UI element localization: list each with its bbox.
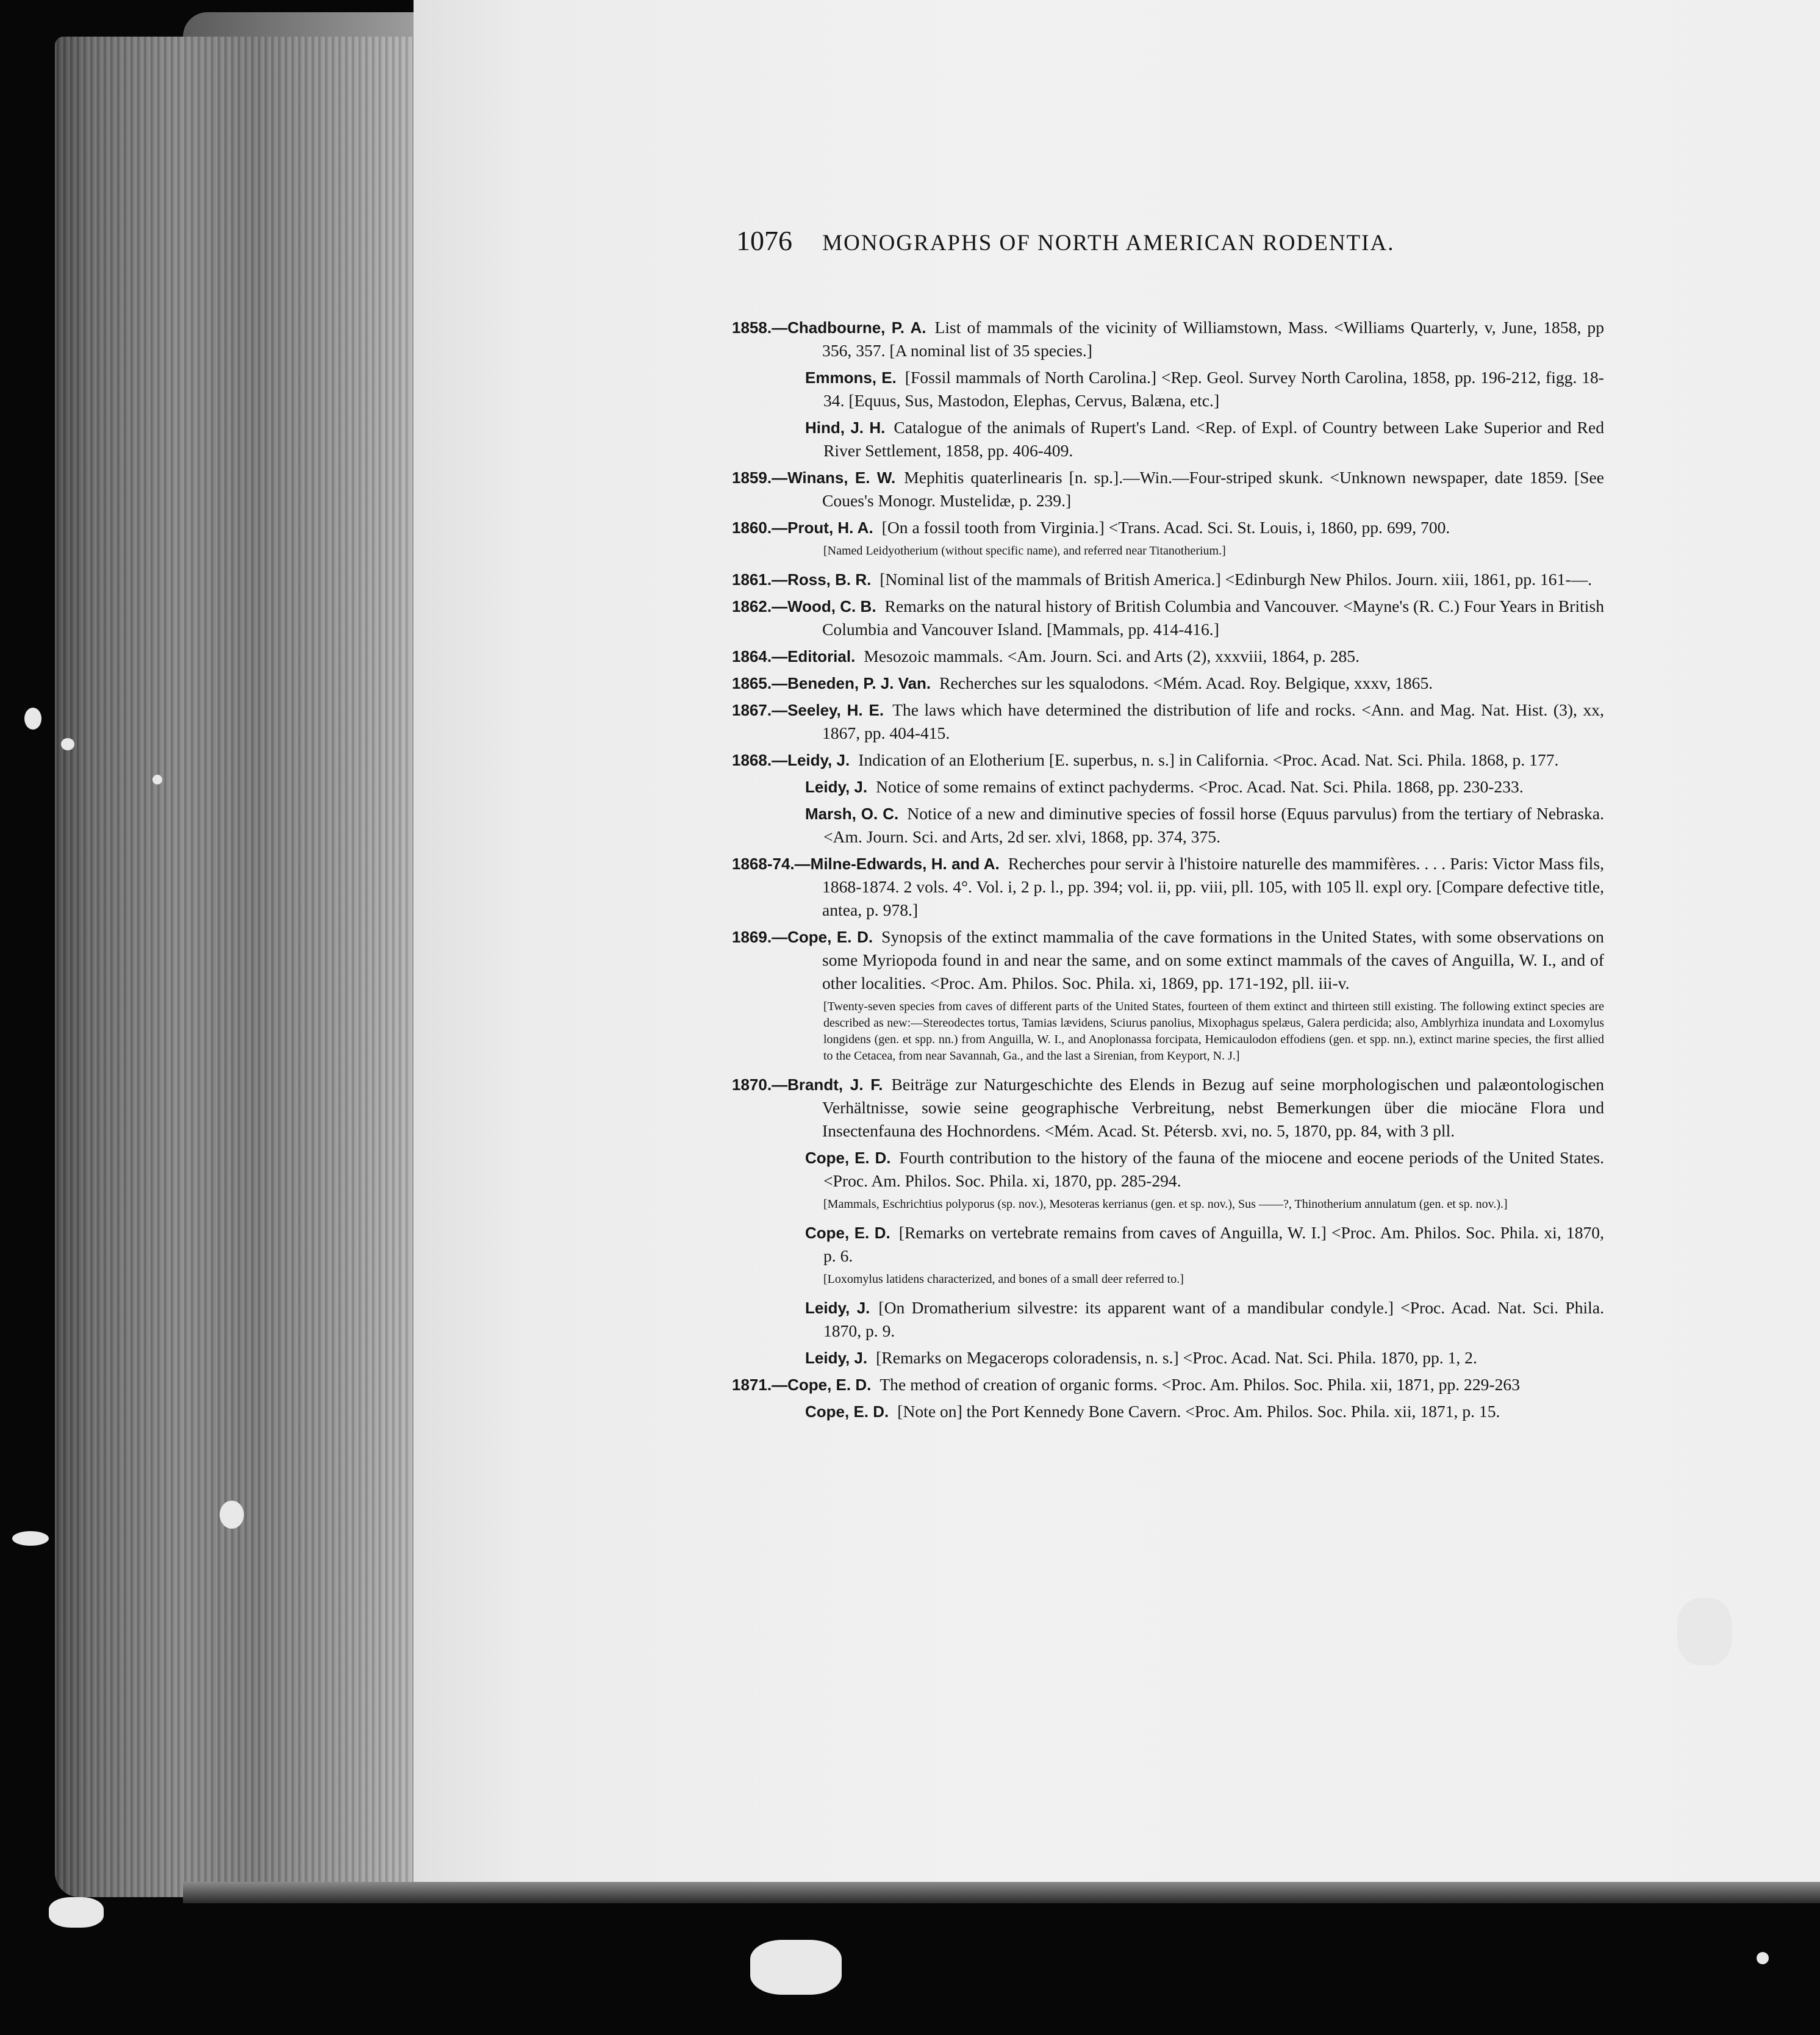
entry-citation: Mephitis quaterlinearis [n. sp.].—Win.—Four-striped skunk. <Unknown newspaper, date 1859. [See Coues's Monogr. Mustelidæ, p. 239.] <box>822 468 1604 510</box>
entry-citation: Beiträge zur Naturgeschichte des Elends in Bezug auf seine morphologischen und palæontologischen Verhältnisse, sowie seine geographische Verbreitung, nebst Bemerkungen über die miocäne Flora und Insectenfauna des Hochnordens. <Mém. Acad. St. Pétersb. xvi, no. 5, 1870, pp. 84, with 3 pll. <box>822 1075 1604 1140</box>
dust-speck <box>1677 1598 1732 1665</box>
entry-year: 1858.— <box>732 318 788 337</box>
dust-speck <box>220 1501 244 1529</box>
entry-author: Cope, E. D. <box>805 1149 891 1167</box>
bibliography-entry <box>732 316 1604 362</box>
entry-author: Leidy, J. <box>787 751 850 769</box>
entry-year: 1864.— <box>732 647 788 666</box>
bibliography-entry <box>732 802 1604 849</box>
bibliography-entry <box>732 1296 1604 1343</box>
bibliography-entry <box>732 568 1604 591</box>
entry-citation: Notice of some remains of extinct pachyderms. <Proc. Acad. Nat. Sci. Phila. 1868, pp. 230-233. <box>876 777 1524 796</box>
entry-year: 1870.— <box>732 1075 788 1094</box>
entry-citation: [Remarks on Megacerops coloradensis, n. s.] <Proc. Acad. Nat. Sci. Phila. 1870, pp. 1, 2. <box>876 1348 1477 1367</box>
entry-citation: The laws which have determined the distribution of life and rocks. <Ann. and Mag. Nat. Hist. (3), xx, 1867, pp. 404-415. <box>822 700 1604 742</box>
entry-author: Wood, C. B. <box>787 597 876 616</box>
entry-author: Hind, J. H. <box>805 418 886 437</box>
entry-author: Cope, E. D. <box>787 1376 872 1394</box>
bibliography-entry <box>732 416 1604 462</box>
entry-citation: [Nominal list of the mammals of British America.] <Edinburgh New Philos. Journ. xiii, 1861, pp. 161-—. <box>880 570 1592 589</box>
entry-year: 1859.— <box>732 468 788 487</box>
dust-speck <box>24 708 41 730</box>
entry-citation: The method of creation of organic forms. <Proc. Am. Philos. Soc. Phila. xii, 1871, pp. 229-263 <box>880 1375 1521 1394</box>
entry-note: [Loxomylus latidens characterized, and bones of a small deer referred to.] <box>823 1272 1184 1286</box>
bibliography-entry <box>732 748 1604 772</box>
entry-author: Emmons, E. <box>805 368 897 387</box>
entry-author: Chadbourne, P. A. <box>787 318 926 337</box>
book-bottom-edge <box>183 1882 1820 1903</box>
page-number: 1076 <box>736 225 792 256</box>
bibliography-entry <box>732 516 1604 539</box>
dust-speck <box>152 775 162 784</box>
entry-author: Winans, E. W. <box>787 468 896 487</box>
entry-citation: Indication of an Elotherium [E. superbus, n. s.] in California. <Proc. Acad. Nat. Sci. Phila. 1868, p. 177. <box>858 750 1559 769</box>
entry-year: 1867.— <box>732 701 788 719</box>
entry-author: Marsh, O. C. <box>805 805 899 823</box>
bibliography-entry <box>732 1221 1604 1268</box>
entry-year: 1871.— <box>732 1376 788 1394</box>
entry-year: 1865.— <box>732 674 788 692</box>
entry-citation: Remarks on the natural history of British Columbia and Vancouver. <Mayne's (R. C.) Four Years in British Columbia and Vancouver Island. [Mammals, pp. 414-416.] <box>822 597 1604 639</box>
entry-citation: Recherches pour servir à l'histoire naturelle des mammifères. . . . Paris: Victor Mass fils, 1868-1874. 2 vols. 4°. Vol. i, 2 p. l., pp. 394; vol. ii, pp. viii, pll. 105, with 105 ll. expl ory. [Compare defective title, antea, p. 978.] <box>822 854 1604 919</box>
entry-author: Leidy, J. <box>805 1349 868 1367</box>
bibliography-entry <box>732 852 1604 922</box>
page-header <box>736 224 1394 257</box>
entry-year: 1860.— <box>732 519 788 537</box>
entry-citation: [On a fossil tooth from Virginia.] <Trans. Acad. Sci. St. Louis, i, 1860, pp. 699, 700. <box>881 518 1450 537</box>
entry-citation: Notice of a new and diminutive species of fossil horse (Equus parvulus) from the tertiary of Nebraska. <Am. Journ. Sci. and Arts, 2d ser. xlvi, 1868, pp. 374, 375. <box>823 804 1604 846</box>
dust-speck <box>1757 1952 1769 1964</box>
entry-citation: Fourth contribution to the history of the fauna of the miocene and eocene periods of the United States. <Proc. Am. Philos. Soc. Phila. xi, 1870, pp. 285-294. <box>823 1148 1604 1190</box>
entry-author: Cope, E. D. <box>805 1224 890 1242</box>
entry-year: 1868.— <box>732 751 788 769</box>
bibliography-entry <box>732 672 1604 695</box>
entry-author: Brandt, J. F. <box>787 1075 883 1094</box>
bibliography-entry <box>732 595 1604 641</box>
bibliography-entry <box>732 1073 1604 1143</box>
dust-speck <box>750 1940 842 1995</box>
entry-citation: [Fossil mammals of North Carolina.] <Rep. Geol. Survey North Carolina, 1858, pp. 196-212, figg. 18-34. [Equus, Sus, Mastodon, Elephas, Cervus, Balæna, etc.] <box>823 368 1604 410</box>
entry-author: Leidy, J. <box>805 1299 870 1317</box>
dust-speck <box>12 1531 49 1546</box>
bibliography-list <box>732 316 1604 1427</box>
entry-year: 1861.— <box>732 570 788 589</box>
entry-year: 1869.— <box>732 928 788 946</box>
entry-citation: [Note on] the Port Kennedy Bone Cavern. <Proc. Am. Philos. Soc. Phila. xii, 1871, p. 15. <box>897 1402 1500 1421</box>
dust-speck <box>49 1897 104 1928</box>
bibliography-entry <box>732 466 1604 512</box>
entry-citation: Synopsis of the extinct mammalia of the cave formations in the United States, with some observations on some Myriopoda found in and near the same, and on some extinct mammals of the caves of Anguilla, W. I., and of other localities. <Proc. Am. Philos. Soc. Phila. xi, 1869, pp. 171-192, pll. iii-v. <box>822 927 1604 992</box>
entry-note: [Mammals, Eschrichtius polyporus (sp. nov.), Mesoteras kerrianus (gen. et sp. nov.), Sus ——?, Thinotherium annulatum (gen. et sp. nov.).] <box>823 1197 1508 1211</box>
bibliography-entry <box>732 775 1604 799</box>
entry-note: [Named Leidyotherium (without specific name), and referred near Titanotherium.] <box>823 544 1226 558</box>
bibliography-entry <box>732 1400 1604 1423</box>
entry-author: Beneden, P. J. Van. <box>787 674 931 692</box>
entry-author: Editorial. <box>787 647 856 666</box>
entry-author: Milne-Edwards, H. and A. <box>810 855 1000 873</box>
bibliography-entry <box>732 1373 1604 1396</box>
entry-citation: [Remarks on vertebrate remains from caves of Anguilla, W. I.] <Proc. Am. Philos. Soc. Phila. xi, 1870, p. 6. <box>823 1223 1604 1265</box>
entry-author: Leidy, J. <box>805 778 868 796</box>
entry-author: Cope, E. D. <box>787 928 873 946</box>
entry-note: [Twenty-seven species from caves of different parts of the United States, fourteen of them extinct and thirteen still existing. The following extinct species are described as new:—Stereodectes tortus, Tamias lævidens, Sciurus panolius, Mixophagus spelæus, Galera perdicida; also, Amblyrhiza inundata and Loxomylus longidens (gen. et spp. nn.) from Anguilla, W. I., and Anoplonassa forcipata, Hemicaulodon effodiens (gen. et spp. nn.), extinct marine species, the first allied to the Cetacea, from near Savannah, Ga., and the last a Sirenian, from Keyport, N. J.] <box>823 1000 1604 1063</box>
entry-citation: Mesozoic mammals. <Am. Journ. Sci. and Arts (2), xxxviii, 1864, p. 285. <box>864 647 1360 666</box>
entry-author: Ross, B. R. <box>787 570 872 589</box>
bibliography-entry <box>732 366 1604 412</box>
entry-citation: [On Dromatherium silvestre: its apparent want of a mandibular condyle.] <Proc. Acad. Nat. Sci. Phila. 1870, p. 9. <box>823 1298 1604 1340</box>
entry-year: 1862.— <box>732 597 788 616</box>
entry-citation: List of mammals of the vicinity of Williamstown, Mass. <Williams Quarterly, v, June, 1858, pp 356, 357. [A nominal list of 35 species.] <box>822 318 1605 360</box>
bibliography-entry <box>732 698 1604 745</box>
dust-speck <box>61 738 74 750</box>
entry-author: Seeley, H. E. <box>787 701 884 719</box>
entry-citation: Recherches sur les squalodons. <Mém. Acad. Roy. Belgique, xxxv, 1865. <box>939 673 1433 692</box>
bibliography-entry <box>732 1146 1604 1193</box>
entry-year: 1868-74.— <box>732 855 811 873</box>
bibliography-entry <box>732 925 1604 995</box>
running-title: MONOGRAPHS OF NORTH AMERICAN RODENTIA. <box>822 231 1395 256</box>
entry-citation: Catalogue of the animals of Rupert's Land. <Rep. of Expl. of Country between Lake Superior and Red River Settlement, 1858, pp. 406-409. <box>823 418 1604 460</box>
bibliography-entry <box>732 1346 1604 1369</box>
book-page-edges <box>55 37 415 1897</box>
entry-author: Cope, E. D. <box>805 1402 889 1421</box>
bibliography-entry <box>732 645 1604 668</box>
entry-author: Prout, H. A. <box>787 519 873 537</box>
